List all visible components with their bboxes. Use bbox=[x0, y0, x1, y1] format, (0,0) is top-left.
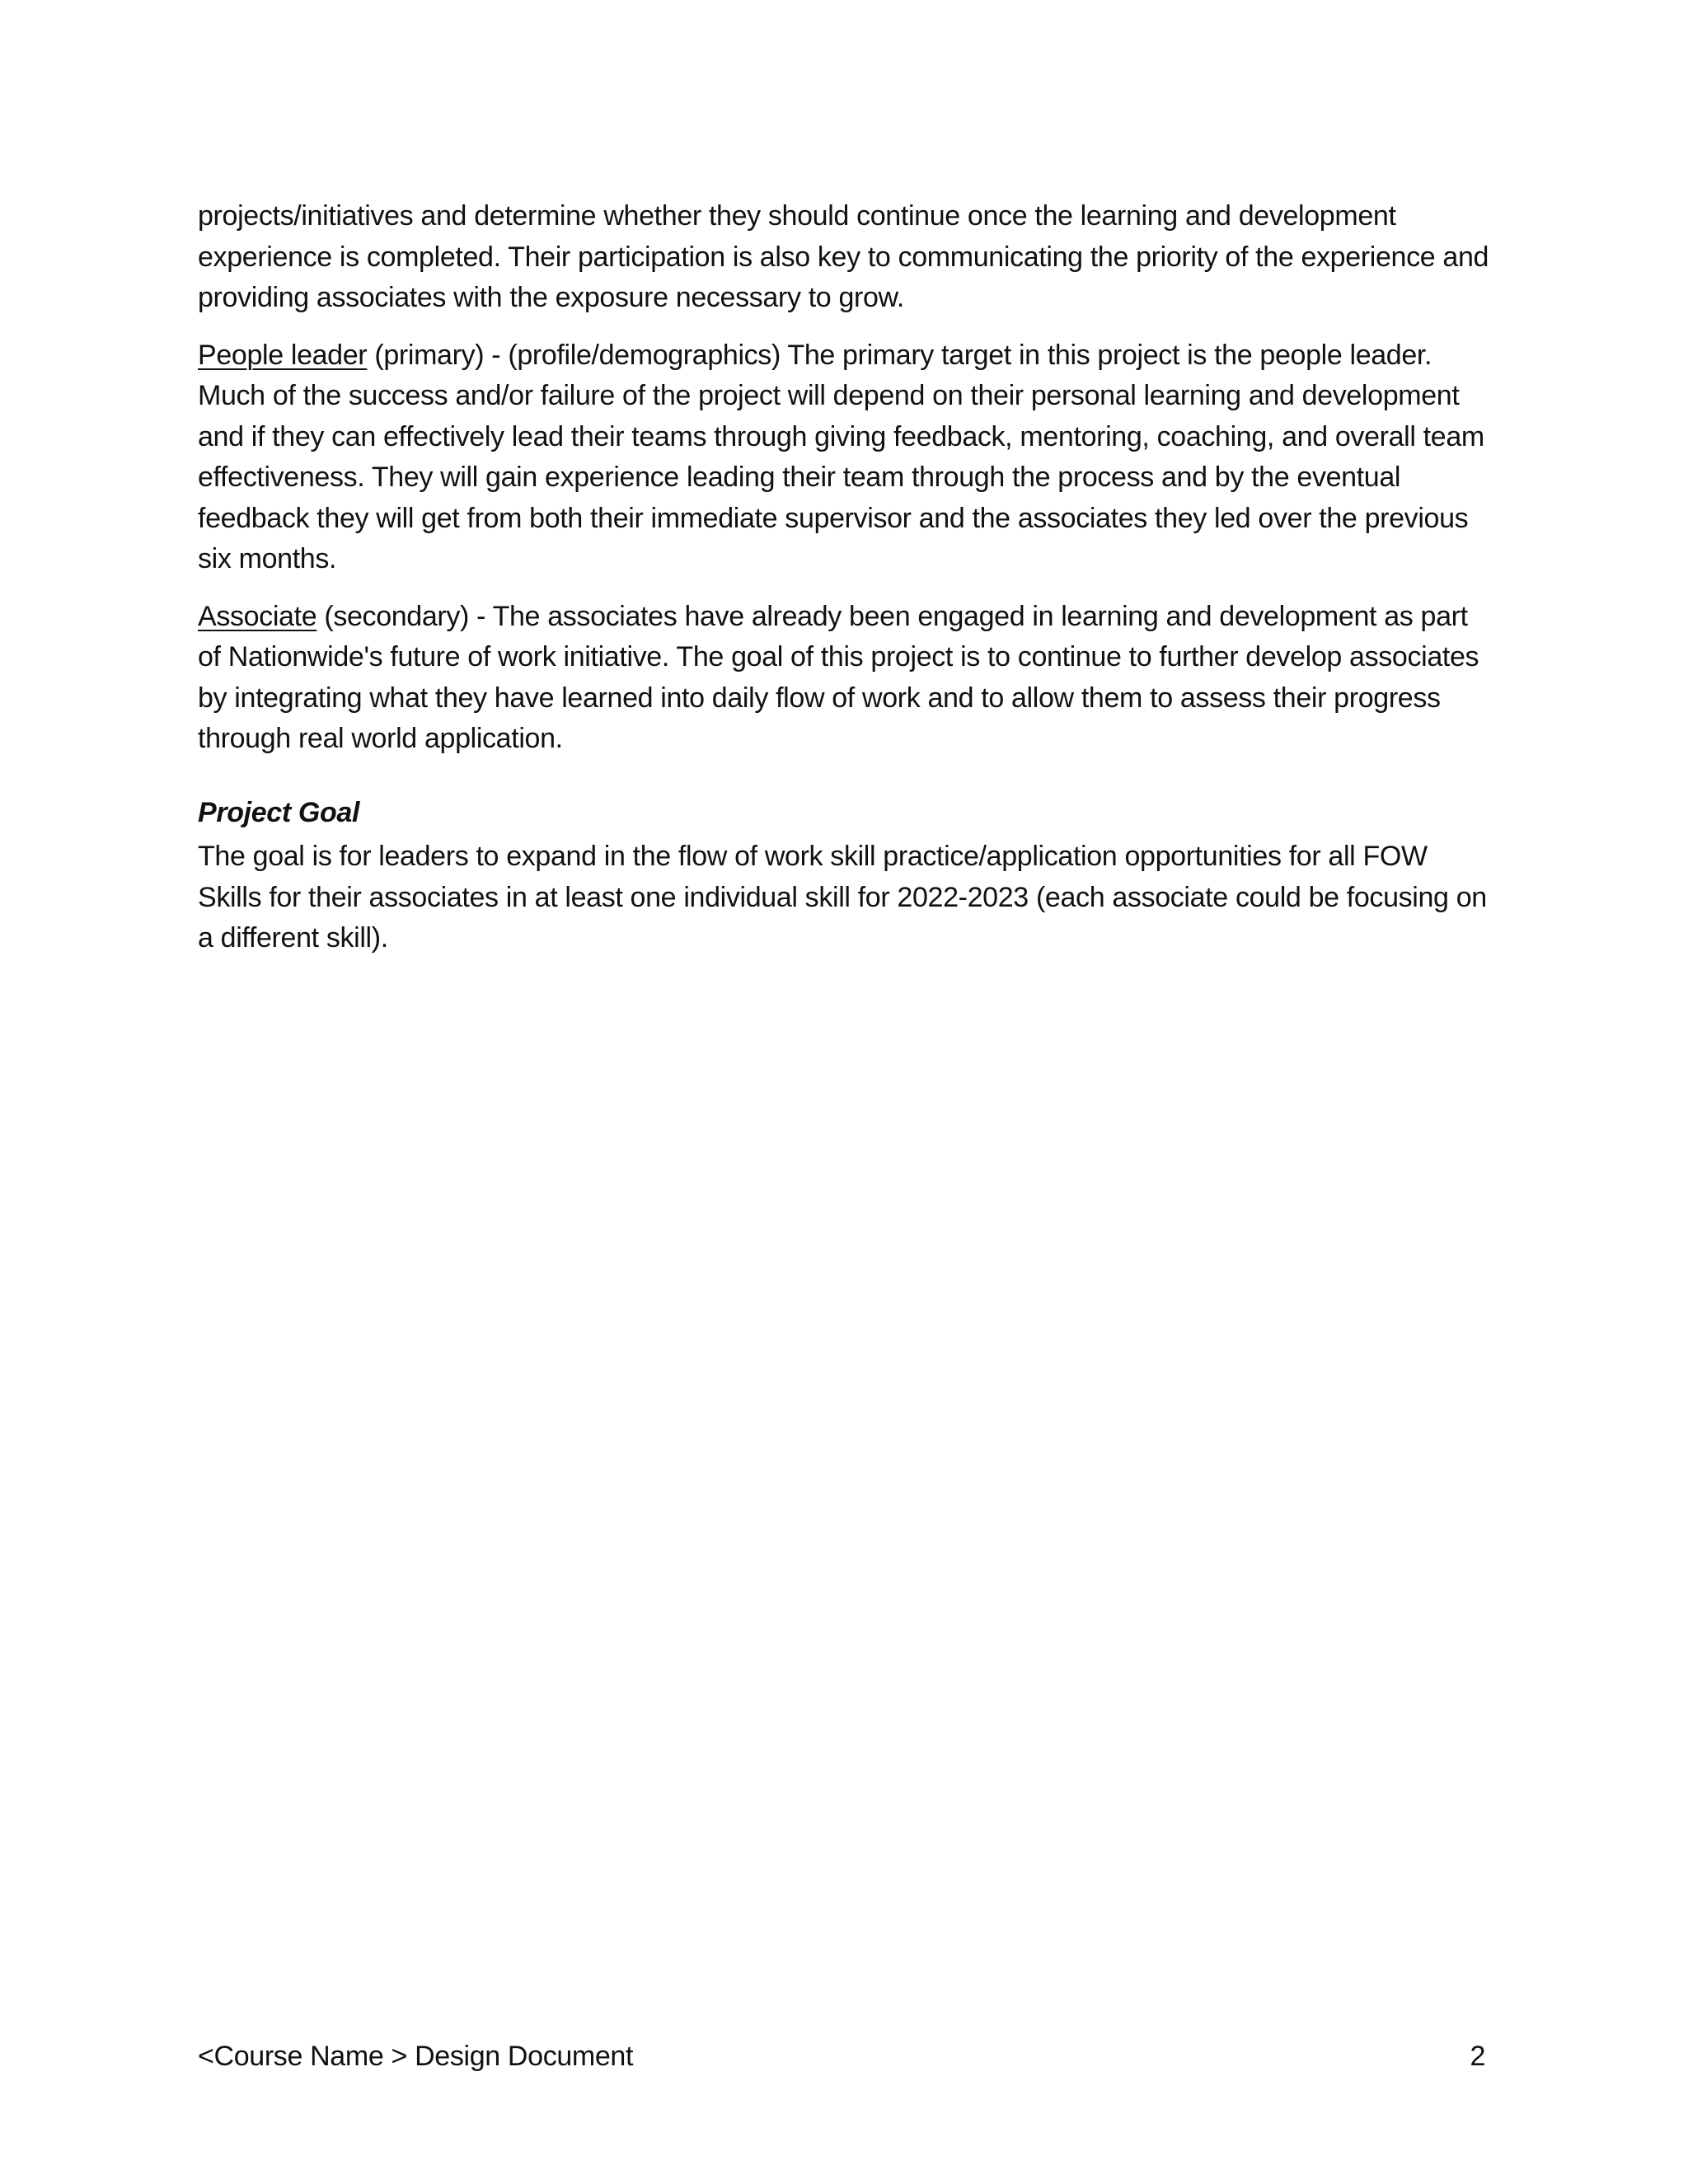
associate-description: (secondary) - The associates have already been engaged in learning and development as part of Nationwide's future of work initiative. The goal of this project is to continue to further develop associates by integrating what they have learned into daily flow of work and to allow them to assess their progress through real world application. bbox=[198, 600, 1479, 754]
intro-paragraph-text: projects/initiatives and determine whether they should continue once the learning and development experience is completed. Their participation is also key to communicating the priority of the experience and providing associates with the exposure necessary to grow. bbox=[198, 200, 1489, 313]
page-footer bbox=[198, 2036, 1485, 2077]
footer-page-number: 2 bbox=[1470, 2041, 1485, 2072]
people-leader-description: (primary) - (profile/demographics) The primary target in this project is the people leader. Much of the success and/or failure of the project will depend on their personal learning and development and if they can effectively lead their teams through giving feedback, mentoring, coaching, and overall team effectiveness. They will gain experience leading their team through the process and by the eventual feedback they will get from both their immediate supervisor and the associates they led over the previous six months. bbox=[198, 339, 1484, 574]
project-goal-heading: Project Goal bbox=[198, 796, 360, 828]
people-leader-term: People leader bbox=[198, 339, 368, 371]
people-leader-paragraph bbox=[198, 335, 1492, 580]
intro-paragraph bbox=[198, 196, 1492, 319]
project-goal-paragraph: The goal is for leaders to expand in the flow of work skill practice/application opportunities for all FOW Skills for their associates in at least one individual skill for 2022-2023 (each associate could be focusing on a different skill). bbox=[198, 841, 1487, 954]
footer-document-title: <Course Name > Design Document bbox=[198, 2041, 634, 2072]
associate-term: Associate bbox=[198, 600, 317, 632]
document-body bbox=[198, 196, 1492, 976]
associate-paragraph bbox=[198, 597, 1492, 760]
